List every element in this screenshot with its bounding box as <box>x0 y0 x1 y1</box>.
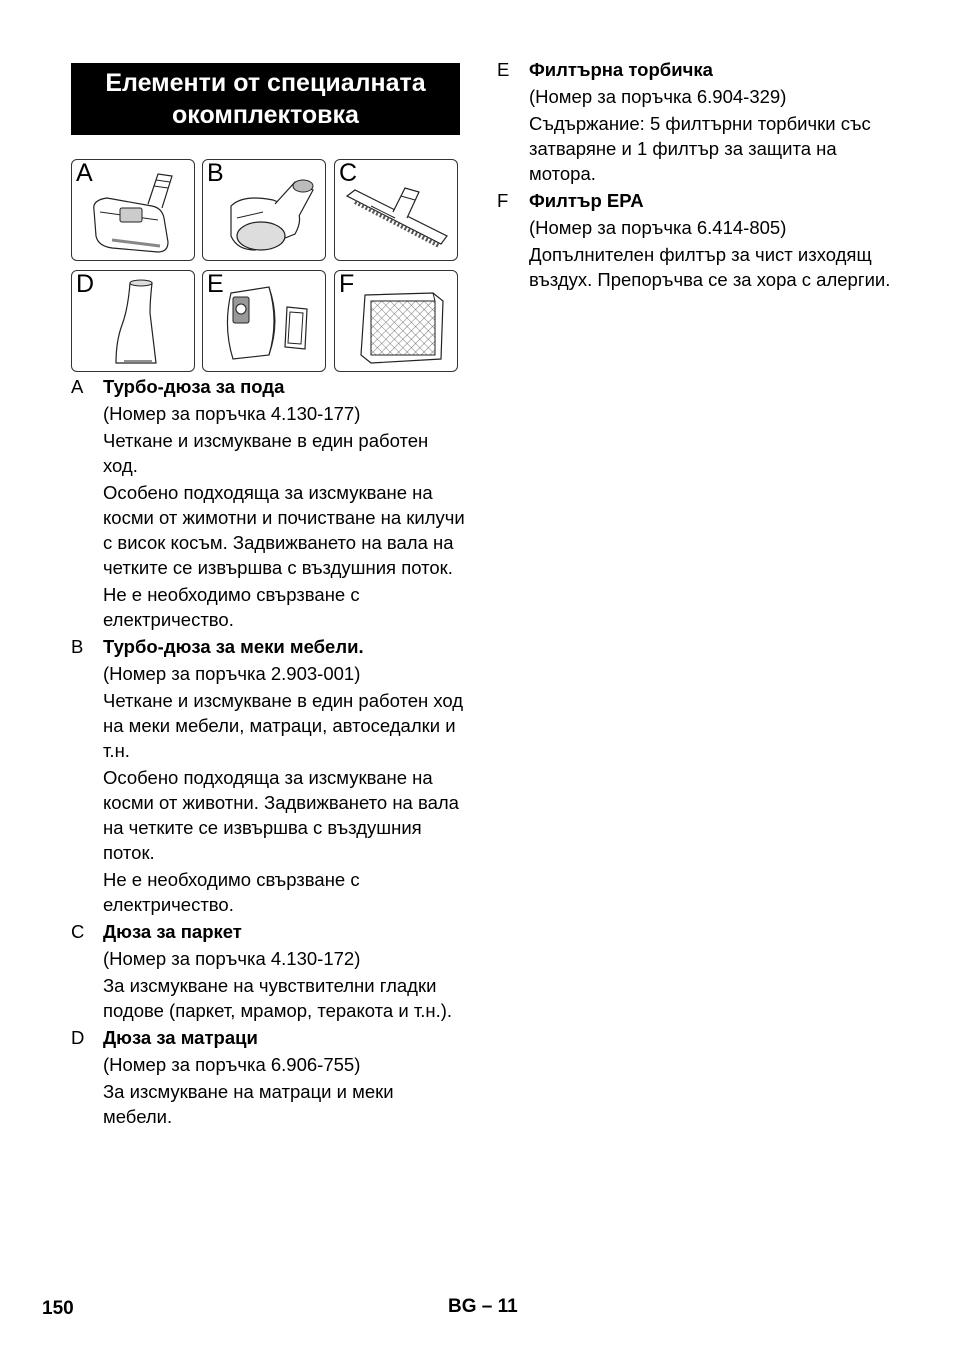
image-label-d: D <box>76 270 95 298</box>
image-label-a: A <box>76 159 93 187</box>
image-tile-f <box>334 270 458 372</box>
item-letter: F <box>497 190 509 211</box>
item-heading: Турбо-дюза за пода <box>103 376 285 397</box>
item-description: Съдържание: 5 филтърни торбички със затваряне и 1 филтър за защита на мотора. <box>529 113 871 184</box>
image-label-f: F <box>339 270 355 298</box>
order-number: (Номер за поръчка 4.130-172) <box>103 948 361 969</box>
order-number: (Номер за поръчка 2.903-001) <box>103 663 361 684</box>
item-letter: E <box>497 59 510 80</box>
item-description: Четкане и изсмукване в един работен ход. <box>103 430 429 476</box>
section-title-line-1: Елементи от специалната <box>105 69 426 97</box>
image-tile-d <box>71 270 195 372</box>
accessories-image-grid <box>71 159 459 373</box>
item-description: Не е необходимо свързване с електричество. <box>103 584 360 630</box>
accessory-item-a <box>71 374 466 632</box>
image-tile-a <box>71 159 195 261</box>
order-number: (Номер за поръчка 4.130-177) <box>103 403 361 424</box>
item-heading: Дюза за матраци <box>103 1027 258 1048</box>
image-label-b: B <box>207 159 224 187</box>
accessory-item-d <box>71 1025 466 1129</box>
order-number: (Номер за поръчка 6.414-805) <box>529 217 787 238</box>
item-letter: C <box>71 921 85 942</box>
item-heading: Филтър EPA <box>529 190 644 211</box>
item-letter: A <box>71 376 84 397</box>
item-heading: Турбо-дюза за меки мебели. <box>103 636 364 657</box>
accessory-item-c <box>71 919 466 1023</box>
accessory-item-f <box>497 188 892 292</box>
item-description: Допълнителен филтър за чист изходящ въздух. Препоръчва се за хора с алергии. <box>529 244 891 290</box>
section-title <box>71 63 460 135</box>
image-label-e: E <box>207 270 224 298</box>
image-tile-e <box>202 270 326 372</box>
item-description: За изсмукване на матраци и меки мебели. <box>103 1081 394 1127</box>
item-description: Четкане и изсмукване в един работен ход на меки мебели, матраци, автоседалки и т.н. <box>103 690 464 761</box>
item-letter: D <box>71 1027 85 1048</box>
order-number: (Номер за поръчка 6.906-755) <box>103 1054 361 1075</box>
page-number: 150 <box>42 1298 74 1319</box>
item-description: За изсмукване на чувствителни гладки подове (паркет, мрамор, теракота и т.н.). <box>103 975 453 1021</box>
item-heading: Дюза за паркет <box>103 921 242 942</box>
image-label-c: C <box>339 159 358 187</box>
right-column <box>497 57 892 294</box>
image-tile-b <box>202 159 326 261</box>
item-description: Особено подходяща за изсмукване на косми от жимотни и почистване на килучи с висок косъм. Задвижването на вала на четките се извършва с въздушния поток. <box>103 482 465 578</box>
accessory-item-e <box>497 57 892 186</box>
accessory-item-b <box>71 634 466 917</box>
item-heading: Филтърна торбичка <box>529 59 713 80</box>
order-number: (Номер за поръчка 6.904-329) <box>529 86 787 107</box>
item-description: Особено подходяща за изсмукване на косми от животни. Задвижването на вала на четките се извършва с въздушния поток. <box>103 767 459 863</box>
image-tile-c <box>334 159 458 261</box>
item-description: Не е необходимо свързване с електричество. <box>103 869 360 915</box>
section-title-line-2: окомплектовка <box>172 101 359 129</box>
language-page-label: BG – 11 <box>448 1296 518 1317</box>
item-letter: B <box>71 636 84 657</box>
left-column <box>71 374 466 1131</box>
